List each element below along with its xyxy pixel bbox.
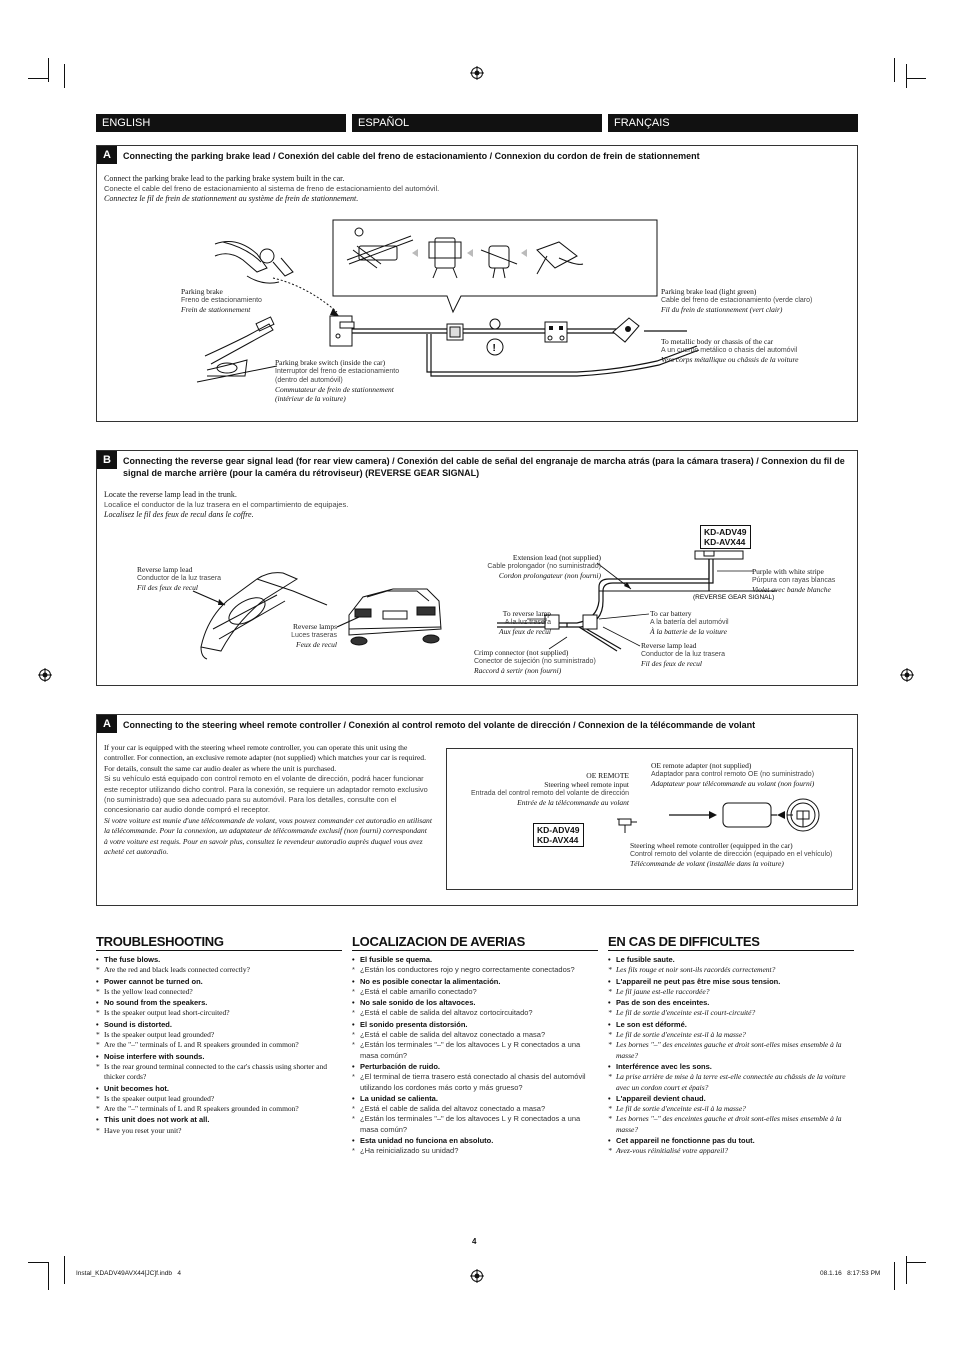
trouble-check: * ¿Ha reinicializado su unidad? [352,1146,598,1156]
trouble-check: * Avez-vous réinitialisé votre appareil? [608,1146,854,1156]
trouble-symptom: • El fusible se quema. [352,955,598,965]
panel-badge: B [97,451,117,469]
troubleshooting-list-es [352,954,598,1157]
trouble-check: * ¿Están los conductores rojo y negro correctamente conectados? [352,965,598,975]
trouble-symptom: • This unit does not work at all. [96,1115,342,1125]
intro-text: Connect the parking brake lead to the parking brake system built in the car. Conecte el cable del freno de estacionamiento al sistema de freno de estacionamiento del automóvil. Connectez le fil de frein de stationnement au système de frein de stationnement. [104,174,440,203]
trouble-symptom: • Noise interfere with sounds. [96,1052,342,1062]
lang-bar-espanol: ESPAÑOL [352,114,602,132]
registration-mark-bottom [470,1269,484,1283]
trouble-symptom: • Le fusible saute. [608,955,854,965]
label-brake-lead: Parking brake lead (light green) Cable del freno de estacionamiento (verde claro) Fil du frein de stationnement (vert clair) [661,287,813,314]
svg-text:!: ! [492,343,496,354]
page-number: 4 [472,1237,477,1246]
trouble-symptom: • Sound is distorted. [96,1020,342,1030]
trouble-symptom: • Perturbación de ruido. [352,1062,598,1072]
trouble-symptom: • Cet appareil ne fonctionne pas du tout. [608,1136,854,1146]
troubleshooting-heading-en: TROUBLESHOOTING [96,934,342,951]
trouble-check: * ¿Está el cable de salida del altavoz conectado a masa? [352,1104,598,1114]
label-crimp-connector: Crimp connector (not supplied) Conector de sujeción (no suministrado) Raccord à sertir (non fourni) [474,648,596,675]
trouble-symptom: • No sale sonido de los altavoces. [352,998,598,1008]
trouble-check: * Les bornes "–" des enceintes gauche et droit sont-elles mises ensemble à la masse? [608,1114,854,1135]
lang-bar-francais: FRANÇAIS [608,114,858,132]
panel-badge: A [97,715,117,733]
panel-title: Connecting to the steering wheel remote controller / Conexión al control remoto del volante de dirección / Connexion de la télécommande de volant [123,720,756,730]
steering-remote-diagram-box [446,748,853,890]
trouble-symptom: • El sonido presenta distorsión. [352,1020,598,1030]
label-to-car-battery: To car battery A la batería del automóvil À la batterie de la voiture [650,609,729,636]
trouble-symptom: • L'appareil devient chaud. [608,1094,854,1104]
label-oe-remote: OE REMOTE Steering wheel remote input Entrada del control remoto del volante de dirección Entrée de la télécommande au volant [471,771,629,807]
registration-mark-top [470,66,484,80]
registration-mark-left [38,668,52,682]
label-steering-controller: Steering wheel remote controller (equipped in the car) Control remoto del volante de dirección (equipado en el vehículo) Télécommande de volant (installée dans la voiture) [630,841,833,868]
label-extension-lead: Extension lead (not supplied) Cable prolongador (no suministrado) Cordon prolongateur (non fourni) [487,553,601,580]
label-purple-stripe: Purple with white stripe Púrpura con rayas blancas Violet avec bande blanche [752,567,836,594]
parking-brake-diagram [97,146,859,423]
trouble-check: * Is the speaker output lead grounded? [96,1094,342,1104]
trouble-symptom: • La unidad se calienta. [352,1094,598,1104]
panel-reverse-gear [96,450,858,686]
intro-text: Locate the reverse lamp lead in the trunk. Localice el conductor de la luz trasera en el compartimiento de equipajes. Localisez le fil des feux de recul dans le coffre. [104,490,349,519]
trouble-symptom: • Pas de son des enceintes. [608,998,854,1008]
registration-mark-right [900,668,914,682]
timestamp: 08.1.16 8:17:53 PM [820,1270,881,1277]
panel-steering-remote [96,714,858,906]
troubleshooting-heading-es: LOCALIZACION DE AVERIAS [352,934,598,951]
trouble-check: * Are the red and black leads connected correctly? [96,965,342,975]
trouble-check: * La prise arrière de mise à la terre est-elle connectée au châssis de la voiture avec un cordon court et épais? [608,1072,854,1093]
trouble-check: * Is the speaker output lead grounded? [96,1030,342,1040]
trouble-check: * ¿Está el cable de salida del altavoz cortocircuitado? [352,1008,598,1018]
lang-bar-english: ENGLISH [96,114,346,132]
label-to-reverse-lamp: To reverse lamp A la luz trasera Aux feux de recul [499,609,551,636]
trouble-symptom: • Esta unidad no funciona en absoluto. [352,1136,598,1146]
trouble-check: * ¿Están los terminales "–" de los altavoces L y R conectados a una masa común? [352,1040,598,1061]
panel-badge: A [97,146,117,164]
label-reverse-lamp-lead-2: Reverse lamp lead Conductor de la luz trasera Fil des feux de recul [641,641,726,668]
label-reverse-lamp-lead: Reverse lamp lead Conductor de la luz trasera Fil des feux de recul [137,565,222,592]
reverse-signal-label: (REVERSE GEAR SIGNAL) [693,594,775,601]
label-reverse-lamps: Reverse lamps Luces traseras Feux de recul [291,622,337,649]
trouble-check: * Le fil de sortie d'enceinte est-il court-circuité? [608,1008,854,1018]
trouble-check: * Le fil de sortie d'enceinte est-il à la masse? [608,1104,854,1114]
trouble-check: * ¿Está el cable de salida del altavoz conectado a masa? [352,1030,598,1040]
trouble-symptom: • The fuse blows. [96,955,342,965]
trouble-check: * ¿Están los terminales "–" de los altavoces L y R conectados a una masa común? [352,1114,598,1135]
trouble-symptom: • Power cannot be turned on. [96,977,342,987]
troubleshooting-list-fr [608,954,854,1157]
panel-parking-brake [96,145,858,422]
trouble-check: * Are the "–" terminals of L and R speakers grounded in common? [96,1040,342,1050]
trouble-check: * Have you reset your unit? [96,1126,342,1136]
trouble-symptom: • No sound from the speakers. [96,998,342,1008]
trouble-symptom: • Le son est déformé. [608,1020,854,1030]
trouble-check: * Les fils rouge et noir sont-ils racordés correctement? [608,965,854,975]
model-box: KD-ADV49 KD-AVX44 [533,823,584,847]
trouble-check: * ¿Está el cable amarillo conectado? [352,987,598,997]
trouble-check: * Le fil de sortie d'enceinte est-il à la masse? [608,1030,854,1040]
label-brake-switch: Parking brake switch (inside the car) Interruptor del freno de estacionamiento (dentro del automóvil) Commutateur de frein de stationnement (intérieur de la voiture) [275,358,400,403]
panel-title: Connecting the reverse gear signal lead (for rear view camera) / Conexión del cable de señal del engranaje de marcha atrás (para la cámara trasera) / Connexion du fil de signal de marche arrière (pour la caméra du rétroviseur) (REVERSE GEAR SIGNAL) [123,456,845,478]
steering-remote-body: If your car is equipped with the steering wheel remote controller, you can operate this unit using the controller. For connection, an exclusive remote adapter (not supplied) which matches your car is required. For details, consult the same car audio dealer as where the unit is purchased. Si su vehículo está equipado con control remoto en el volante de dirección, podrá hacer funcionar este receptor utilizando dicho control. Para la conexión, se requiere un adaptador remoto exclusivo (no suministrado) que sea adecuado para su automóvil. Para los detalles, consulte con el concesionario car audio donde compró el receptor. Si votre voiture est munie d'une télécommande de volant, vous pouvez commander cet autoradio en utilisant la télécommande. Pour la connexion, un adaptateur de télécommande exclusif (non fourni) correspondant à votre voiture est requis. Pour en savoir plus, consultez le revendeur autoradio auprès duquel vous avez acheté cet autoradio. [104,743,432,857]
label-oe-adapter: OE remote adapter (not supplied) Adaptador para control remoto OE (no suministrado) Adaptateur pour télécommande au volant (non fourni) [651,761,815,788]
trouble-symptom: • Unit becomes hot. [96,1084,342,1094]
model-box: KD-ADV49 KD-AVX44 [700,525,751,549]
panel-title: Connecting the parking brake lead / Conexión del cable del freno de estacionamiento / Connexion du cordon de frein de stationnement [123,151,700,161]
trouble-symptom: • Interférence avec les sons. [608,1062,854,1072]
troubleshooting-heading-fr: EN CAS DE DIFFICULTES [608,934,854,951]
trouble-symptom: • No es posible conectar la alimentación. [352,977,598,987]
troubleshooting-list-en [96,954,342,1136]
trouble-check: * ¿El terminal de tierra trasero está conectado al chasis del automóvil utilizando los cordones más corto y más grueso? [352,1072,598,1093]
trouble-check: * Is the yellow lead connected? [96,987,342,997]
trouble-symptom: • L'appareil ne peut pas être mise sous tension. [608,977,854,987]
trouble-check: * Is the speaker output lead short-circuited? [96,1008,342,1018]
trouble-check: * Are the "–" terminals of L and R speakers grounded in common? [96,1104,342,1114]
trouble-check: * Les bornes "–" des enceintes gauche et droit sont-elles mises ensemble à la masse? [608,1040,854,1061]
trouble-check: * Le fil jaune est-elle raccordée? [608,987,854,997]
label-parking-brake: Parking brake Freno de estacionamiento Frein de stationnement [181,287,262,314]
trouble-check: * Is the rear ground terminal connected to the car's chassis using shorter and thicker cords? [96,1062,342,1083]
label-metal-body: To metallic body or chassis of the car A un cuerpo metálico o chasis del automóvil Vers corps métallique ou châssis de la voiture [661,337,799,364]
file-name: Instal_KDADV49AVX44[JC]f.indb 4 [76,1270,182,1277]
